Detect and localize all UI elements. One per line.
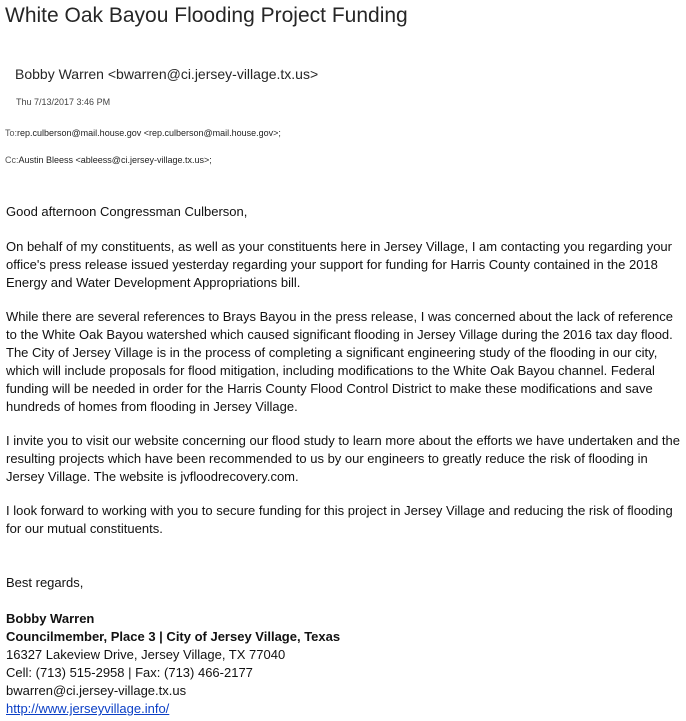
signature-block — [6, 610, 684, 718]
to-label: To: — [5, 128, 18, 138]
signature-address: 16327 Lakeview Drive, Jersey Village, TX 77040 — [6, 647, 286, 662]
signature-name: Bobby Warren — [6, 611, 95, 626]
to-recipient[interactable]: rep.culberson@mail.house.gov <rep.culberson@mail.house.gov>; — [17, 128, 281, 138]
email-subject: White Oak Bayou Flooding Project Funding — [5, 4, 408, 27]
cc-recipient[interactable]: Austin Bleess <ableess@ci.jersey-village.tx.us>; — [18, 155, 212, 165]
email-body — [6, 203, 684, 718]
cc-line — [5, 155, 212, 165]
body-paragraph-3: I invite you to visit our website concerning our flood study to learn more about the efforts we have undertaken and the resulting projects which have been recommended to us by our engineers to greatly reduce the risk of flooding in Jersey Village. The website is jvfloodrecovery.com. — [6, 433, 680, 484]
sender-address[interactable]: Bobby Warren <bwarren@ci.jersey-village.tx.us> — [15, 66, 319, 82]
cc-label: Cc: — [5, 155, 19, 165]
signature-email: bwarren@ci.jersey-village.tx.us — [6, 683, 187, 698]
greeting: Good afternoon Congressman Culberson, — [6, 204, 248, 219]
body-paragraph-1: On behalf of my constituents, as well as your constituents here in Jersey Village, I am contacting you regarding your office's press release issued yesterday regarding your support for funding for Harris County contained in the 2018 Energy and Water Development Appropriations bill. — [6, 239, 672, 290]
body-paragraph-2: While there are several references to Brays Bayou in the press release, I was concerned about the lack of reference to the White Oak Bayou watershed which caused significant flooding in Jersey Village during the 2016 tax day flood. The City of Jersey Village is in the process of completing a significant engineering study of the flooding in our city, which will include proposals for flood mitigation, including modifications to the White Oak Bayou channel. Federal funding will be needed in order for the Harris County Flood Control District to make these modifications and save hundreds of homes from flooding in Jersey Village. — [6, 309, 673, 414]
body-paragraph-4: I look forward to working with you to secure funding for this project in Jersey Village and reducing the risk of flooding for our mutual constituents. — [6, 503, 673, 536]
signature-website-link[interactable]: http://www.jerseyvillage.info/ — [6, 701, 170, 716]
to-line — [5, 128, 281, 138]
signature-phone: Cell: (713) 515-2958 | Fax: (713) 466-2177 — [6, 665, 253, 680]
closing: Best regards, — [6, 575, 84, 590]
sent-date: Thu 7/13/2017 3:46 PM — [16, 97, 111, 107]
signature-title: Councilmember, Place 3 | City of Jersey Village, Texas — [6, 629, 341, 644]
